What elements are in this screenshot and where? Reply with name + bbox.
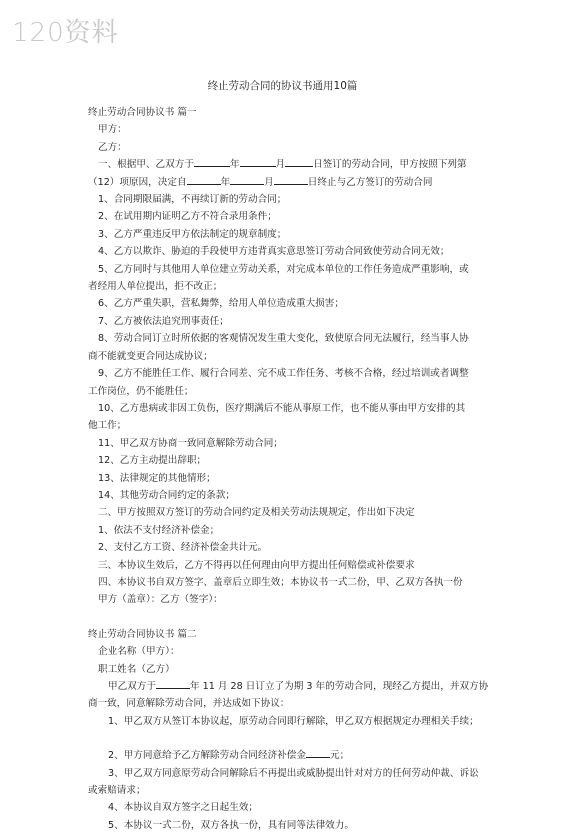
blank-line	[187, 174, 221, 185]
watermark-logo: 120资料	[12, 18, 119, 48]
reason-item: 1、合同期限届满，不再续订新的劳动合同；	[98, 194, 287, 206]
employee-name-line: 职工姓名（乙方）	[98, 663, 175, 675]
clause-1-line-2	[88, 174, 478, 191]
text: 月	[275, 159, 286, 171]
company-name-line: 企业名称（甲方）：	[98, 646, 180, 658]
paragraph-line	[88, 678, 489, 695]
reason-item: 7、乙方被依法追究刑事责任；	[98, 315, 229, 327]
clause-3: 三、本协议生效后，乙方不得再以任何理由向甲方提出任何赔偿或补偿要求	[98, 559, 415, 571]
agreement-item: 3、甲乙双方同意原劳动合同解除后不再提出或威胁提出针对对方的任何劳动仲裁、诉讼	[108, 767, 479, 779]
reason-item: 11、甲乙双方协商一致同意解除劳动合同；	[98, 437, 283, 449]
blank-line	[240, 156, 276, 167]
section-heading: 终止劳动合同协议书 篇二	[88, 628, 197, 640]
text: 年 11 月 28 日订立了为期 3 年的劳动合同，现经乙方提出，并双方协	[189, 681, 489, 692]
text: 日签订的劳动合同，甲方按照下列第	[313, 159, 467, 171]
reason-item: 9、乙方不能胜任工作、履行合同差、完不成工作任务、考核不合格，经过培训或者调整	[98, 368, 469, 380]
blank-line	[194, 156, 230, 167]
reason-item-cont: 他工作；	[88, 420, 127, 432]
reason-item: 13、法律规定的其他情形；	[98, 472, 216, 484]
reason-item: 12、乙方主动提出辞职；	[98, 455, 207, 467]
reason-item: 10、乙方患病或非因工负伤，医疗期满后不能从事原工作，也不能从事由甲方安排的其	[98, 402, 466, 414]
document-body	[88, 104, 489, 834]
spacer	[88, 730, 478, 747]
blank-line	[230, 174, 264, 185]
blank-line	[285, 156, 313, 167]
reason-item-cont: 商不能就变更合同达成协议；	[88, 350, 213, 362]
section-heading: 终止劳动合同协议书 篇一	[88, 107, 197, 118]
agreement-item-cont: 或索赔请求；	[88, 785, 146, 797]
agreement-item: 4、本协议自双方签字之日起生效；	[108, 802, 259, 814]
text: 甲乙双方于	[108, 681, 156, 692]
reason-item: 4、乙方以欺诈、胁迫的手段使甲方违背真实意思签订劳动合同致使劳动合同无效；	[98, 246, 450, 258]
reason-item-cont: 者经用人单位提出，拒不改正；	[88, 281, 223, 293]
reason-item: 8、劳动合同订立时所依据的客观情况发生重大变化，致使原合同无法履行，经当事人协	[98, 333, 469, 345]
reason-item: 5、乙方同时与其他用人单位建立劳动关系，对完成本单位的工作任务造成严重影响，或	[98, 263, 469, 275]
text: 年	[229, 159, 240, 171]
agreement-item: 1、甲乙双方从签订本协议起，原劳动合同即行解除，甲乙双方根据规定办理相关手续；	[108, 715, 479, 727]
text: 月	[264, 176, 274, 188]
blank-line	[274, 174, 308, 185]
clause-1-line-1	[88, 156, 478, 173]
agreement-item	[88, 747, 478, 764]
text: （12）项原因，决定自	[88, 176, 187, 188]
spacer	[88, 609, 478, 626]
decision-item: 2、支付乙方工资、经济补偿金共计元。	[98, 542, 268, 554]
clause-4: 四、本协议书自双方签字、盖章后立即生效；本协议书一式二份，甲、乙双方各执一份	[98, 576, 463, 588]
party-b-line: 乙方：	[98, 141, 127, 153]
party-a-line: 甲方：	[98, 124, 127, 136]
text: 一、根据甲、乙双方于	[98, 159, 194, 171]
reason-item: 3、乙方严重违反甲方依法制定的规章制度；	[98, 228, 287, 240]
document-title: 终止劳动合同的协议书通用10篇	[207, 80, 358, 92]
reason-item: 14、其他劳动合同约定的条款；	[98, 489, 235, 501]
paragraph-line: 商一致，同意解除劳动合同，并达成如下协议：	[88, 698, 290, 710]
blank-line	[156, 678, 190, 689]
signature-line: 甲方（盖章）：乙方（签字）：	[98, 594, 223, 606]
reason-item: 2、在试用期内证明乙方不符合录用条件；	[98, 211, 277, 223]
text: 年	[220, 176, 231, 188]
clause-2: 二、甲方按照双方签订的劳动合同约定及相关劳动法规规定，作出如下决定	[98, 507, 415, 519]
decision-item: 1、依法不支付经济补偿金；	[98, 524, 220, 536]
text: 日终止与乙方签订的劳动合同	[307, 176, 433, 188]
blank-line	[306, 747, 330, 758]
reason-item-cont: 工作岗位，仍不能胜任；	[88, 385, 194, 397]
text: 2、甲方同意给予乙方解除劳动合同经济补偿金	[108, 750, 306, 762]
text: 元；	[329, 750, 350, 762]
agreement-item: 5、本协议一式二份，双方各执一份，具有同等法律效力。	[108, 819, 354, 831]
reason-item: 6、乙方严重失职，营私舞弊，给用人单位造成重大损害；	[98, 298, 344, 310]
